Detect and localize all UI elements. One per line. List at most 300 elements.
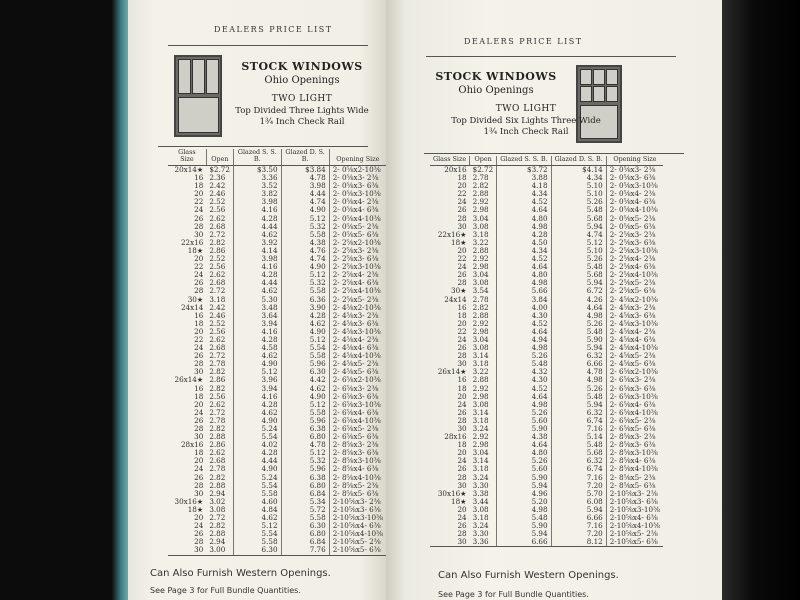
open-price-cell: 2.78 bbox=[472, 294, 489, 304]
dsb-price-cell: 6.36 bbox=[281, 296, 329, 304]
glass-size-cell: 20 bbox=[194, 399, 204, 409]
open-price-cell: 2.86 bbox=[209, 375, 226, 385]
glass-size-cell: 22 bbox=[194, 262, 204, 272]
ssb-price-cell: 4.16 bbox=[233, 206, 281, 214]
opening-size-cell: 2- 4⅝x5- 2⅜ bbox=[606, 352, 663, 360]
ssb-price-cell: 4.80 bbox=[497, 271, 551, 279]
open-price-cell: 2.92 bbox=[472, 383, 489, 393]
open-price-cell: 2.98 bbox=[472, 440, 489, 450]
open-price-cell: 2.52 bbox=[209, 197, 226, 207]
opening-size-cell: 2- 0⅝x3- 2⅜ bbox=[329, 174, 386, 182]
ssb-price-cell: 4.52 bbox=[497, 385, 551, 393]
glass-size-cell: 16 bbox=[194, 383, 204, 393]
open-price-cell: 2.56 bbox=[209, 391, 226, 401]
glass-size-cell: 20 bbox=[194, 326, 204, 336]
glass-size-cell: 22 bbox=[194, 197, 204, 207]
ssb-price-cell: 4.98 bbox=[497, 223, 551, 231]
glass-size-cell: 16 bbox=[194, 310, 204, 320]
dsb-price-cell: 5.12 bbox=[281, 336, 329, 344]
glass-size-cell: 26 bbox=[194, 415, 204, 425]
ssb-price-cell: 4.14 bbox=[233, 247, 281, 255]
opening-size-cell: 2- 4⅝x2-10⅜ bbox=[606, 296, 663, 304]
dsb-price-cell: 5.96 bbox=[281, 465, 329, 473]
dsb-price-cell: 4.76 bbox=[281, 247, 329, 255]
dsb-price-cell: 4.78 bbox=[281, 441, 329, 449]
ssb-price-cell: 4.50 bbox=[497, 239, 551, 247]
glass-size-cell: 28 bbox=[194, 424, 204, 433]
open-price-cell: 2.86 bbox=[209, 245, 226, 255]
open-price-cell: 3.18 bbox=[472, 229, 489, 239]
window-pane bbox=[178, 59, 191, 94]
glass-size-cell: 30 bbox=[457, 480, 467, 490]
footer-subnote: See Page 3 for Full Bundle Quantities. bbox=[438, 590, 589, 599]
ssb-price-cell: 4.80 bbox=[497, 215, 551, 223]
dsb-price-cell: 5.32 bbox=[281, 279, 329, 287]
dsb-price-cell: 4.26 bbox=[551, 296, 606, 304]
dsb-price-cell: 6.80 bbox=[281, 433, 329, 441]
page-header: DEALERS PRICE LIST bbox=[214, 25, 333, 34]
dsb-price-cell: 5.26 bbox=[551, 320, 606, 328]
open-price-cell: 3.04 bbox=[472, 270, 489, 280]
glass-size-cell: 28 bbox=[194, 221, 204, 231]
title-block bbox=[426, 104, 626, 137]
glass-size-cell: 28x16 bbox=[180, 440, 204, 450]
ssb-price-cell: 4.90 bbox=[233, 465, 281, 473]
dsb-price-cell: 4.38 bbox=[281, 239, 329, 247]
glass-size-cell: 28 bbox=[194, 286, 204, 296]
open-price-cell: 2.62 bbox=[209, 270, 226, 280]
open-price-cell: 3.30 bbox=[472, 480, 489, 490]
open-price-cell: 2.88 bbox=[209, 480, 226, 490]
col-header: Glass Size bbox=[430, 156, 470, 166]
open-price-cell: 3.08 bbox=[472, 504, 489, 514]
dsb-price-cell: 6.66 bbox=[551, 514, 606, 522]
open-price-cell: 2.56 bbox=[209, 326, 226, 336]
ssb-price-cell: 4.98 bbox=[497, 344, 551, 352]
ssb-price-cell: 4.16 bbox=[233, 393, 281, 401]
opening-size-cell: 2- 8⅝x5- 2⅜ bbox=[606, 474, 663, 482]
dsb-price-cell: 5.70 bbox=[551, 490, 606, 498]
dsb-price-cell: 4.74 bbox=[551, 231, 606, 239]
opening-size-cell: 2- 8⅝x5- 6⅜ bbox=[329, 490, 386, 498]
window-pane bbox=[580, 69, 592, 85]
page-title: STOCK WINDOWS bbox=[435, 70, 557, 83]
ssb-price-cell: 4.16 bbox=[233, 328, 281, 336]
open-price-cell: 2.88 bbox=[209, 432, 226, 442]
check-rail: 1¾ Inch Check Rail bbox=[259, 117, 345, 127]
dsb-price-cell: 5.96 bbox=[281, 360, 329, 368]
dsb-price-cell: 5.94 bbox=[551, 401, 606, 409]
dsb-price-cell: 5.48 bbox=[551, 328, 606, 336]
open-price-cell: 2.42 bbox=[209, 181, 226, 191]
dsb-price-cell: 4.28 bbox=[281, 312, 329, 320]
open-price-cell: 3.18 bbox=[472, 415, 489, 425]
ssb-price-cell: 5.12 bbox=[233, 368, 281, 376]
glass-size-cell: 22 bbox=[457, 189, 467, 199]
dsb-price-cell: 5.94 bbox=[551, 279, 606, 287]
ssb-price-cell: 4.64 bbox=[497, 441, 551, 449]
ssb-price-cell: 5.60 bbox=[497, 417, 551, 425]
open-price-cell: 2.68 bbox=[209, 456, 226, 466]
dsb-price-cell: 7.16 bbox=[551, 425, 606, 433]
open-price-cell: 3.44 bbox=[472, 496, 489, 506]
glass-size-cell: 26 bbox=[457, 521, 467, 531]
ssb-price-cell: 4.98 bbox=[497, 401, 551, 409]
ssb-price-cell: 4.00 bbox=[497, 304, 551, 312]
opening-size-cell: 2- 4⅝x4- 6⅜ bbox=[606, 336, 663, 344]
glass-size-cell: 18★ bbox=[187, 504, 204, 514]
open-price-cell: 3.00 bbox=[206, 546, 233, 555]
light-description: Top Divided Three Lights Wide bbox=[235, 106, 369, 116]
opening-size-cell: 2- 6⅝x2-10⅜ bbox=[329, 376, 386, 384]
open-price-cell: 2.92 bbox=[472, 254, 489, 264]
open-price-cell: 2.42 bbox=[209, 302, 226, 312]
ssb-price-cell: 3.96 bbox=[233, 376, 281, 384]
opening-size-cell: 2- 2⅝x5- 2⅜ bbox=[329, 296, 386, 304]
opening-size-cell: 2-10⅝x4-10⅜ bbox=[606, 522, 663, 530]
glass-size-cell: 26 bbox=[457, 205, 467, 215]
glass-size-cell: 18 bbox=[457, 173, 467, 183]
open-price-cell: 3.24 bbox=[472, 521, 489, 531]
dsb-price-cell: 7.16 bbox=[551, 522, 606, 530]
ssb-price-cell: 4.28 bbox=[233, 215, 281, 223]
glass-size-cell: 20x14★ bbox=[174, 165, 204, 174]
dsb-price-cell: 5.68 bbox=[551, 449, 606, 457]
opening-size-cell: 2-10⅝x3-10⅜ bbox=[329, 514, 386, 522]
open-price-cell: 2.82 bbox=[209, 237, 226, 247]
opening-size-cell: 2- 0⅝x5- 2⅜ bbox=[329, 223, 386, 231]
glass-size-cell: 22 bbox=[457, 326, 467, 336]
opening-size-cell: 2- 4⅝x3- 2⅜ bbox=[329, 312, 386, 320]
ssb-price-cell: 4.64 bbox=[497, 393, 551, 401]
dsb-price-cell: 5.58 bbox=[281, 352, 329, 360]
glass-size-cell: 18 bbox=[194, 181, 204, 191]
ssb-price-cell: 5.26 bbox=[497, 352, 551, 360]
title-rule bbox=[158, 146, 368, 147]
opening-size-cell: 2- 6⅝x5- 2⅜ bbox=[329, 425, 386, 433]
open-price-cell: 2.46 bbox=[209, 310, 226, 320]
opening-size-cell: 2- 6⅝x3-10⅜ bbox=[329, 401, 386, 409]
glass-size-cell: 18 bbox=[194, 391, 204, 401]
opening-size-cell: 2- 8⅝x3- 2⅜ bbox=[606, 433, 663, 441]
dsb-price-cell: 5.14 bbox=[551, 433, 606, 441]
open-price-cell: 2.78 bbox=[209, 464, 226, 474]
opening-size-cell: 2- 2⅝x3- 6⅜ bbox=[329, 255, 386, 263]
open-price-cell: 2.62 bbox=[209, 448, 226, 458]
glass-size-cell: 30x16★ bbox=[437, 488, 467, 498]
open-price-cell: 3.08 bbox=[209, 504, 226, 514]
opening-size-cell: 2- 6⅝x2-10⅜ bbox=[606, 368, 663, 376]
opening-size-cell: 2- 2⅝x4-10⅜ bbox=[329, 287, 386, 295]
dsb-price-cell: 5.58 bbox=[281, 409, 329, 417]
glass-size-cell: 20x16 bbox=[444, 165, 467, 174]
glass-size-cell: 20 bbox=[457, 245, 467, 255]
ssb-price-cell: 4.62 bbox=[233, 287, 281, 295]
ssb-price-cell: 4.52 bbox=[497, 255, 551, 263]
ssb-price-cell: 4.34 bbox=[497, 247, 551, 255]
opening-size-cell: 2- 2⅝x3- 2⅜ bbox=[606, 231, 663, 239]
dsb-price-cell: 5.10 bbox=[551, 247, 606, 255]
dsb-price-cell: 5.26 bbox=[551, 255, 606, 263]
open-price-cell: 3.18 bbox=[472, 513, 489, 523]
glass-size-cell: 26 bbox=[194, 529, 204, 539]
ssb-price-cell: 5.94 bbox=[497, 530, 551, 538]
ssb-price-cell: 5.54 bbox=[233, 433, 281, 441]
ssb-price-cell: 5.94 bbox=[497, 482, 551, 490]
opening-size-cell: 2- 6⅝x4- 6⅜ bbox=[606, 401, 663, 409]
glass-size-cell: 20 bbox=[457, 504, 467, 514]
opening-size-cell: 2- 0⅝x3-10⅜ bbox=[606, 182, 663, 190]
open-price-cell: 2.82 bbox=[209, 383, 226, 393]
glass-size-cell: 24 bbox=[194, 464, 204, 474]
dsb-price-cell: 6.84 bbox=[281, 538, 329, 546]
glass-size-cell: 24 bbox=[457, 456, 467, 466]
glass-size-cell: 28 bbox=[194, 359, 204, 369]
opening-size-cell: 2-10⅝x3- 6⅜ bbox=[606, 498, 663, 506]
open-price-cell: $2.72 bbox=[472, 165, 494, 174]
opening-size-cell: 2- 0⅝x3-10⅜ bbox=[329, 190, 386, 198]
opening-size-cell: 2-10⅝x5- 6⅜ bbox=[329, 546, 386, 555]
ssb-price-cell: 3.98 bbox=[233, 255, 281, 263]
open-price-cell: 2.82 bbox=[472, 302, 489, 312]
dsb-price-cell: 5.34 bbox=[281, 498, 329, 506]
glass-size-cell: 20 bbox=[457, 448, 467, 458]
dsb-price-cell: 4.90 bbox=[281, 328, 329, 336]
open-price-cell: 2.82 bbox=[209, 521, 226, 531]
ssb-price-cell: 5.48 bbox=[497, 360, 551, 368]
glass-size-cell: 28 bbox=[457, 472, 467, 482]
glass-size-cell: 20 bbox=[194, 456, 204, 466]
ssb-price-cell: 3.94 bbox=[233, 385, 281, 393]
opening-size-cell: 2- 0⅝x4-10⅜ bbox=[329, 215, 386, 223]
opening-size-cell: 2-10⅝x4- 6⅜ bbox=[606, 514, 663, 522]
window-pane bbox=[178, 97, 219, 133]
glass-size-cell: 28 bbox=[194, 480, 204, 490]
opening-size-cell: 2- 8⅝x5- 2⅜ bbox=[329, 482, 386, 490]
ssb-price-cell: 5.48 bbox=[497, 514, 551, 522]
opening-size-cell: 2- 6⅝x4-10⅜ bbox=[329, 417, 386, 425]
opening-size-cell: 2- 6⅝x3- 2⅜ bbox=[329, 385, 386, 393]
dsb-price-cell: 4.98 bbox=[551, 376, 606, 384]
open-price-cell: 2.88 bbox=[472, 310, 489, 320]
ssb-price-cell: 5.24 bbox=[233, 474, 281, 482]
ssb-price-cell: 4.44 bbox=[233, 279, 281, 287]
glass-size-cell: 30★ bbox=[451, 286, 467, 296]
open-price-cell: 2.68 bbox=[209, 221, 226, 231]
opening-size-cell: 2-10⅝x5- 2⅜ bbox=[606, 530, 663, 538]
glass-size-cell: 16 bbox=[457, 302, 467, 312]
opening-size-cell: 2- 2⅝x4- 2⅜ bbox=[329, 271, 386, 279]
ssb-price-cell: $3.72 bbox=[497, 166, 551, 175]
opening-size-cell: 2- 8⅝x3- 6⅜ bbox=[606, 441, 663, 449]
ssb-price-cell: 5.24 bbox=[233, 425, 281, 433]
opening-size-cell: 2- 0⅝x3- 6⅜ bbox=[606, 174, 663, 182]
glass-size-cell: 26x14★ bbox=[437, 367, 467, 377]
open-price-cell: 2.92 bbox=[472, 197, 489, 207]
dsb-price-cell: 5.96 bbox=[281, 417, 329, 425]
dsb-price-cell: 6.32 bbox=[551, 409, 606, 417]
dsb-price-cell: 5.54 bbox=[281, 344, 329, 352]
ssb-price-cell: 5.54 bbox=[233, 482, 281, 490]
opening-size-cell: 2- 4⅝x5- 2⅜ bbox=[329, 360, 386, 368]
ssb-price-cell: 4.38 bbox=[497, 433, 551, 441]
open-price-cell: 2.36 bbox=[209, 173, 226, 183]
opening-size-cell: 2-10⅝x4- 6⅜ bbox=[329, 522, 386, 530]
dsb-price-cell: 4.34 bbox=[551, 174, 606, 182]
dsb-price-cell: 6.38 bbox=[281, 474, 329, 482]
title-rule bbox=[424, 153, 684, 154]
col-header: Opening Size bbox=[606, 156, 663, 166]
window-illustration-icon bbox=[174, 55, 222, 137]
open-price-cell: 2.92 bbox=[472, 432, 489, 442]
opening-size-cell: 2-10⅝x5- 6⅜ bbox=[606, 538, 663, 547]
ssb-price-cell: 4.34 bbox=[497, 190, 551, 198]
price-table-right bbox=[430, 156, 663, 547]
open-price-cell: 2.72 bbox=[209, 229, 226, 239]
dsb-price-cell: 5.32 bbox=[281, 223, 329, 231]
glass-size-cell: 30 bbox=[168, 546, 206, 555]
dsb-price-cell: 4.62 bbox=[281, 385, 329, 393]
dsb-price-cell: 6.84 bbox=[281, 490, 329, 498]
dsb-price-cell: 4.44 bbox=[281, 190, 329, 198]
ssb-price-cell: 4.16 bbox=[233, 263, 281, 271]
ssb-price-cell: 5.30 bbox=[233, 296, 281, 304]
opening-size-cell: 2- 6⅝x3-10⅜ bbox=[606, 393, 663, 401]
ssb-price-cell: $3.50 bbox=[233, 166, 281, 175]
page-title: STOCK WINDOWS bbox=[241, 60, 363, 73]
ssb-price-cell: 4.64 bbox=[497, 263, 551, 271]
glass-size-cell: 28 bbox=[457, 278, 467, 288]
opening-size-cell: 2-10⅝x3-10⅜ bbox=[606, 506, 663, 514]
open-price-cell: 3.04 bbox=[472, 213, 489, 223]
header-rule bbox=[426, 56, 676, 57]
glass-size-cell: 30 bbox=[194, 367, 204, 377]
ssb-price-cell: 4.98 bbox=[497, 279, 551, 287]
dsb-price-cell: 5.90 bbox=[551, 336, 606, 344]
glass-size-cell: 20 bbox=[194, 189, 204, 199]
open-price-cell: 2.62 bbox=[209, 399, 226, 409]
open-price-cell: 3.36 bbox=[470, 538, 497, 547]
window-pane bbox=[206, 59, 219, 94]
opening-size-cell: 2- 6⅝x3- 2⅜ bbox=[606, 376, 663, 384]
dsb-price-cell: 4.90 bbox=[281, 393, 329, 401]
dsb-price-cell: 6.38 bbox=[281, 425, 329, 433]
opening-size-cell: 2- 2⅝x4- 6⅜ bbox=[329, 279, 386, 287]
opening-size-cell: 2- 0⅝x4- 2⅜ bbox=[606, 190, 663, 198]
open-price-cell: 3.08 bbox=[472, 399, 489, 409]
col-header: Open bbox=[206, 149, 233, 166]
glass-size-cell: 18★ bbox=[451, 496, 467, 506]
window-pane bbox=[580, 86, 592, 102]
opening-size-cell: 2- 4⅝x4- 2⅜ bbox=[329, 336, 386, 344]
opening-size-cell: 2- 8⅝x5- 6⅜ bbox=[606, 482, 663, 490]
open-price-cell: 2.98 bbox=[472, 205, 489, 215]
ssb-price-cell: 4.28 bbox=[233, 336, 281, 344]
col-header: Glazed S. S. B. bbox=[497, 156, 551, 166]
ssb-price-cell: 3.64 bbox=[233, 312, 281, 320]
ssb-price-cell: 4.02 bbox=[233, 441, 281, 449]
glass-size-cell: 24x14 bbox=[444, 294, 467, 304]
opening-size-cell: 2- 0⅝x2-10⅜ bbox=[329, 166, 386, 175]
dsb-price-cell: 5.12 bbox=[551, 239, 606, 247]
dsb-price-cell: 5.12 bbox=[281, 401, 329, 409]
opening-size-cell: 2- 8⅝x3-10⅜ bbox=[329, 457, 386, 465]
footer-note: Can Also Furnish Western Openings. bbox=[150, 568, 331, 579]
window-pane bbox=[192, 59, 205, 94]
glass-size-cell: 28 bbox=[457, 529, 467, 539]
dsb-price-cell: 4.62 bbox=[281, 320, 329, 328]
header-rule bbox=[168, 45, 368, 46]
glass-size-cell: 20 bbox=[194, 513, 204, 523]
dsb-price-cell: 5.94 bbox=[551, 223, 606, 231]
dsb-price-cell: 5.10 bbox=[551, 182, 606, 190]
ssb-price-cell: 4.84 bbox=[233, 506, 281, 514]
open-price-cell: 2.62 bbox=[209, 213, 226, 223]
dsb-price-cell: 5.72 bbox=[281, 506, 329, 514]
ssb-price-cell: 5.90 bbox=[497, 425, 551, 433]
dsb-price-cell: 4.78 bbox=[281, 174, 329, 182]
opening-size-cell: 2- 4⅝x4- 6⅜ bbox=[329, 344, 386, 352]
light-description: Top Divided Six Lights Three Wide bbox=[451, 116, 601, 126]
open-price-cell: 2.68 bbox=[209, 278, 226, 288]
opening-size-cell: 2- 6⅝x4- 6⅜ bbox=[329, 409, 386, 417]
opening-size-cell: 2- 2⅝x4-10⅜ bbox=[606, 271, 663, 279]
opening-size-cell: 2-10⅝x3- 2⅜ bbox=[606, 490, 663, 498]
dsb-price-cell: 5.94 bbox=[551, 506, 606, 514]
glass-size-cell: 24 bbox=[194, 343, 204, 353]
ssb-price-cell: 4.44 bbox=[233, 457, 281, 465]
glass-size-cell: 18★ bbox=[451, 237, 467, 247]
glass-size-cell: 30 bbox=[430, 538, 470, 547]
window-pane bbox=[593, 69, 605, 85]
dsb-price-cell: 4.78 bbox=[551, 368, 606, 376]
ssb-price-cell: 3.88 bbox=[497, 174, 551, 182]
dsb-price-cell: 5.12 bbox=[281, 215, 329, 223]
open-price-cell: 2.98 bbox=[472, 326, 489, 336]
open-price-cell: 3.18 bbox=[472, 464, 489, 474]
ssb-price-cell: 4.44 bbox=[233, 223, 281, 231]
dsb-price-cell: 6.72 bbox=[551, 287, 606, 295]
dsb-price-cell: 5.58 bbox=[281, 231, 329, 239]
ssb-price-cell: 4.30 bbox=[497, 376, 551, 384]
opening-size-cell: 2- 0⅝x5- 2⅜ bbox=[606, 215, 663, 223]
glass-size-cell: 26 bbox=[194, 213, 204, 223]
glass-size-cell: 28x16 bbox=[444, 432, 467, 442]
dsb-price-cell: 6.32 bbox=[551, 352, 606, 360]
ssb-price-cell: 5.66 bbox=[497, 287, 551, 295]
open-price-cell: 3.08 bbox=[472, 343, 489, 353]
ssb-price-cell: 5.54 bbox=[233, 530, 281, 538]
dsb-price-cell: 5.58 bbox=[281, 514, 329, 522]
opening-size-cell: 2-10⅝x5- 2⅜ bbox=[329, 538, 386, 546]
open-price-cell: 2.92 bbox=[472, 318, 489, 328]
opening-size-cell: 2- 4⅝x3- 6⅜ bbox=[329, 320, 386, 328]
ssb-price-cell: 5.26 bbox=[497, 457, 551, 465]
open-price-cell: 2.98 bbox=[472, 391, 489, 401]
opening-size-cell: 2- 2⅝x3- 2⅜ bbox=[329, 247, 386, 255]
dsb-price-cell: 6.80 bbox=[281, 530, 329, 538]
table-row bbox=[168, 546, 386, 555]
opening-size-cell: 2- 2⅝x2-10⅜ bbox=[329, 239, 386, 247]
glass-size-cell: 18 bbox=[194, 448, 204, 458]
open-price-cell: 2.78 bbox=[209, 415, 226, 425]
glass-size-cell: 26 bbox=[457, 270, 467, 280]
open-price-cell: 2.46 bbox=[209, 189, 226, 199]
open-price-cell: 3.14 bbox=[472, 456, 489, 466]
opening-size-cell: 2- 6⅝x3- 6⅜ bbox=[606, 385, 663, 393]
open-price-cell: 2.56 bbox=[209, 205, 226, 215]
dsb-price-cell: 6.30 bbox=[281, 368, 329, 376]
